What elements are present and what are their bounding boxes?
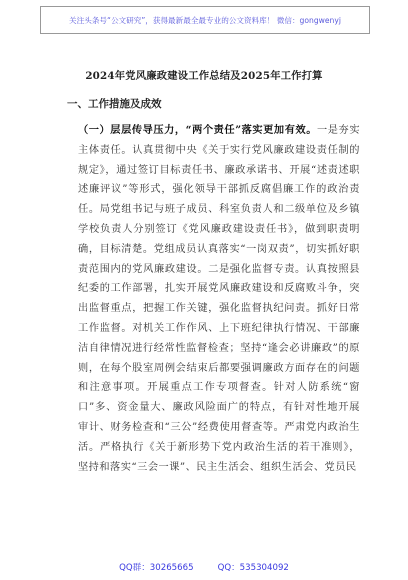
body-paragraph bbox=[78, 121, 360, 477]
document-title: 2024年党风廉政建设工作总结及2025年工作打算 bbox=[85, 70, 323, 82]
paragraph-subheading: （一）层层传导压力，“两个责任”落实更加有效。 bbox=[78, 124, 318, 136]
promo-banner-text: 关注头条号“公文研究”，获得最新最全最专业的公文资料库！ 微信：gongwenyj bbox=[69, 15, 341, 25]
qq-number: QQ：535304092 bbox=[217, 563, 289, 573]
qq-group-number: QQ群：30265665 bbox=[119, 563, 194, 573]
section-heading: 一、工作措施及成效 bbox=[67, 98, 162, 110]
footer-contact bbox=[0, 561, 408, 573]
paragraph-text: 一是夯实主体责任。认真贯彻中央《关于实行党风廉政建设责任制的规定》，通过签订目标责任书、廉政承诺书、开展“述责述职述廉评议”等形式，强化领导干部抓反腐倡廉工作的政治责任。局党组书记与班子成员、科室负责人和二级单位及乡镇学校负责人分别签订《党风廉政建设责任书》，做到职责明确，目标清楚。党组成员认真落实“一岗双责”，切实抓好职责范围内的党风廉政建设。二是强化监督专责。认真按照县纪委的工作部署，扎实开展党风廉政建设和反腐败斗争，突出监督重点，把握工作关键，强化监督执纪问责。抓好日常工作监督。对机关工作作风、上下班纪律执行情况、干部廉洁自律情况进行经常性监督检查；坚持“逢会必讲廉政”的原则，在每个股室周例会结束后都要强调廉政方面存在的问题和注意事项。开展重点工作专项督查。针对人防系统“窗口”多、资金量大、廉政风险面广的特点，有针对性地开展审计、财务检查和“三公”经费使用督查等。严肃党内政治生活。严格执行《关于新形势下党内政治生活的若干准则》，坚持和落实“三会一课”、民主生活会、组织生活会、党员民 bbox=[78, 125, 361, 473]
promo-banner bbox=[40, 6, 370, 34]
